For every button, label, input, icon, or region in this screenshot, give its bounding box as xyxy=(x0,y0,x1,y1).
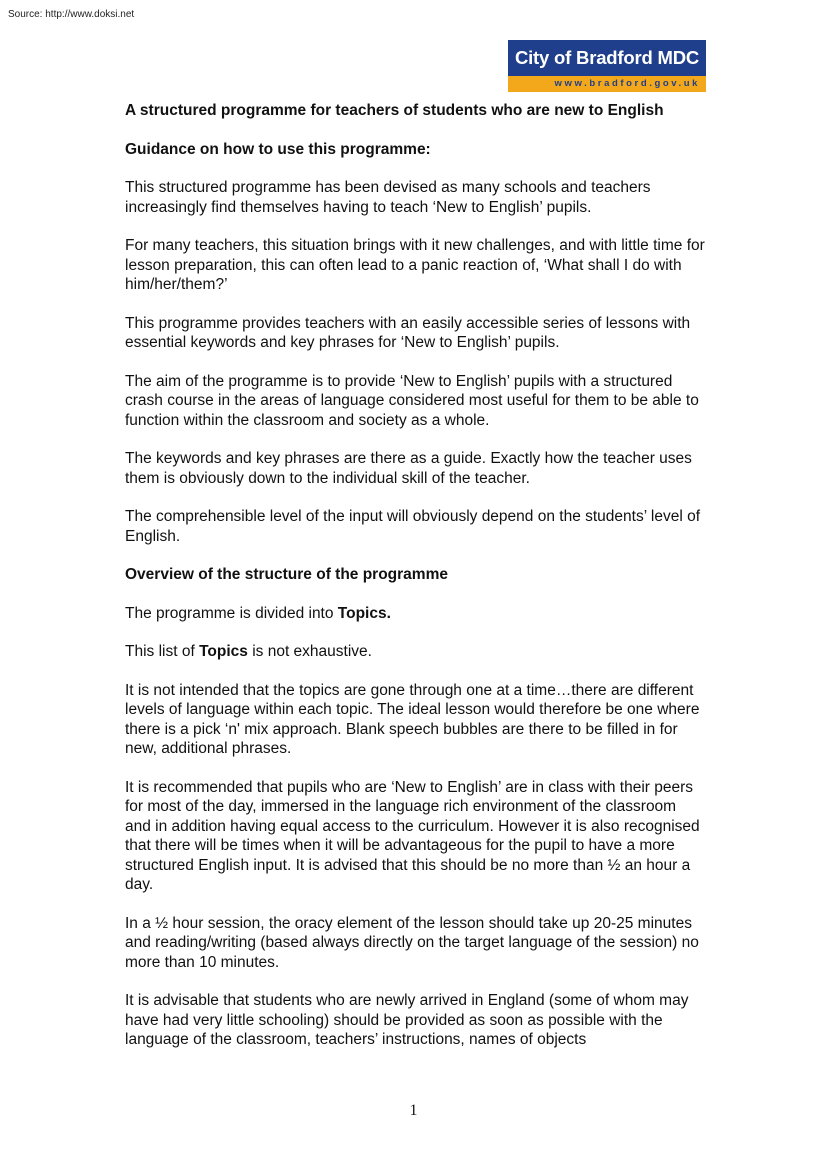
paragraph: It is recommended that pupils who are ‘New to English’ are in class with their peers for most of the day, immersed in the language rich environment of the classroom and in addition having equal access to the curriculum. However it is also recognised that there will be times when it will be advantageous for the pupil to have a more structured English input. It is advised that this should be no more than ½ an hour a day. xyxy=(125,778,700,893)
logo-name: City of Bradford MDC xyxy=(514,47,700,68)
topics-list-line xyxy=(125,642,705,662)
page-number: 1 xyxy=(409,1102,418,1119)
paragraph: It is advisable that students who are newly arrived in England (some of whom may have had very little schooling) should be provided as soon as possible with the language of the classroom, teachers’ instructions, names of objects xyxy=(125,992,689,1048)
paragraph: The comprehensible level of the input will obviously depend on the students’ level of English. xyxy=(125,508,700,545)
overview-heading: Overview of the structure of the programme xyxy=(125,566,448,583)
topics-list-suffix: is not exhaustive. xyxy=(247,643,372,660)
paragraph: The keywords and key phrases are there as a guide. Exactly how the teacher uses them is obviously down to the individual skill of the teacher. xyxy=(125,450,692,487)
paragraph: The aim of the programme is to provide ‘New to English’ pupils with a structured crash course in the areas of language considered most useful for them to be able to function within the classroom and society as a whole. xyxy=(125,372,699,429)
topics-line-prefix: The programme is divided into xyxy=(125,604,338,622)
topics-list-bold: Topics xyxy=(199,643,248,660)
document-title: A structured programme for teachers of students who are new to English xyxy=(125,102,664,119)
paragraph: This structured programme has been devised as many schools and teachers increasingly find themselves having to teach ‘New to English’ pupils. xyxy=(125,179,651,216)
logo-url: www.bradford.gov.uk xyxy=(508,76,706,92)
topics-line-bold: Topics. xyxy=(337,604,391,622)
paragraph: In a ½ hour session, the oracy element of the lesson should take up 20-25 minutes and reading/writing (based always directly on the target language of the session) no more than 10 minutes. xyxy=(125,914,699,971)
paragraph: This programme provides teachers with an easily accessible series of lessons with essential keywords and key phrases for ‘New to English’ pupils. xyxy=(125,314,691,351)
paragraph: It is not intended that the topics are gone through one at a time…there are different levels of language within each topic. The ideal lesson would therefore be one where there is a pick ‘n' mix approach. Blank speech bubbles are there to be filled in for new, additional phrases. xyxy=(125,681,700,757)
topics-line xyxy=(125,604,705,624)
document-body xyxy=(125,101,705,1069)
topics-list-prefix: This list of xyxy=(125,643,200,660)
paragraph: For many teachers, this situation brings with it new challenges, and with little time for lesson preparation, this can often lead to a panic reaction of, ‘What shall I do with him/her/them?’ xyxy=(125,237,705,293)
source-label: Source: http://www.doksi.net xyxy=(8,9,135,20)
guidance-heading: Guidance on how to use this programme: xyxy=(125,140,431,158)
bradford-logo xyxy=(508,40,706,92)
